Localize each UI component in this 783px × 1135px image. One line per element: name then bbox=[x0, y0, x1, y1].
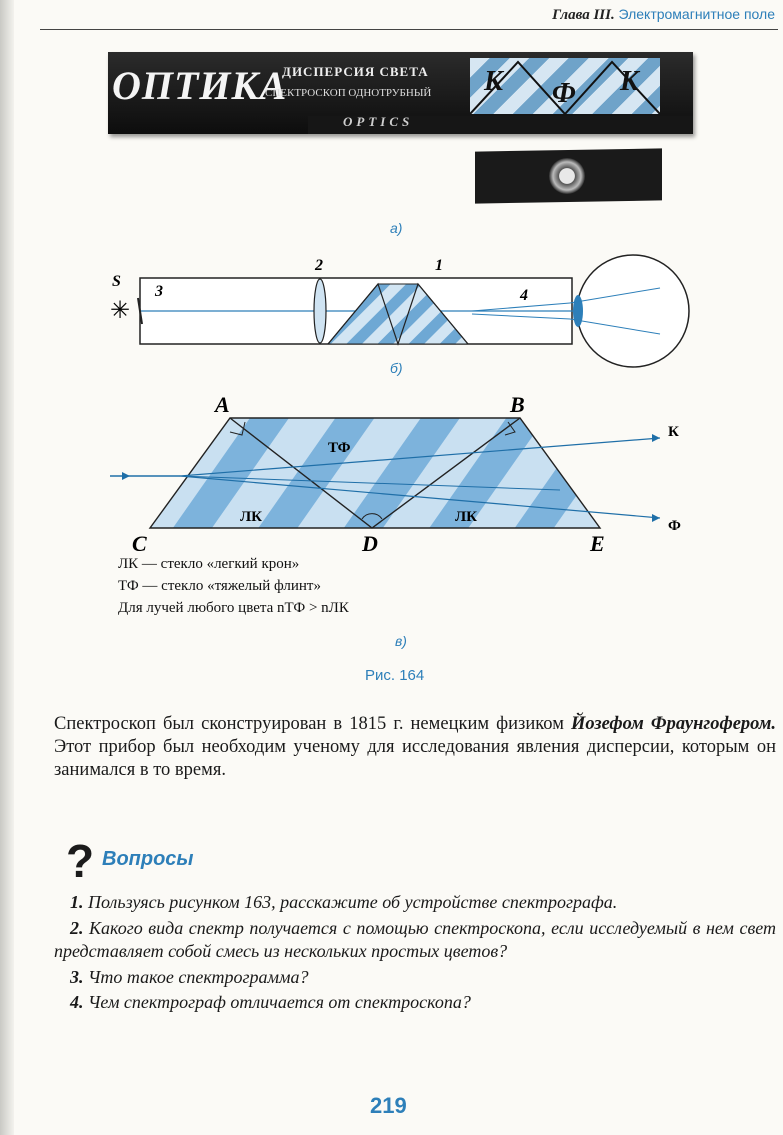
box-english-label: OPTICS bbox=[343, 114, 414, 129]
label-lk-left: ЛК bbox=[240, 509, 263, 525]
vertex-c: C bbox=[132, 531, 147, 556]
panel-letter-k2: К bbox=[620, 66, 639, 97]
question-item bbox=[54, 991, 776, 1015]
question-number: 2. bbox=[70, 917, 84, 938]
figure-part-a-label: а) bbox=[390, 220, 403, 236]
label-3: 3 bbox=[155, 283, 163, 300]
questions-list bbox=[54, 891, 776, 1017]
prism-cross-section bbox=[100, 388, 700, 563]
eye-diagram bbox=[577, 255, 689, 367]
question-text: Что такое спектрограмма? bbox=[88, 966, 309, 987]
question-item bbox=[54, 966, 776, 990]
label-lk-right: ЛК bbox=[455, 509, 478, 525]
question-text: Какого вида спектр получается с помощью спектроскопа, если исследуемый в нем свет представляет собой смесь из нескольких простых цветов? bbox=[54, 917, 777, 961]
vertex-b: B bbox=[510, 392, 525, 417]
lens-2 bbox=[314, 279, 326, 343]
box-subtitle-1: ДИСПЕРСИЯ СВЕТА bbox=[282, 64, 429, 79]
question-text: Пользуясь рисунком 163, расскажите об устройстве спектрографа. bbox=[88, 892, 618, 912]
label-out-f: Ф bbox=[668, 518, 681, 534]
panel-letter-f: Ф bbox=[552, 78, 576, 109]
question-number: 4. bbox=[70, 992, 84, 1012]
questions-title: Вопросы bbox=[102, 848, 194, 870]
label-tf: ТФ bbox=[328, 440, 351, 456]
question-mark-icon: ? bbox=[66, 835, 95, 887]
question-item bbox=[54, 891, 776, 915]
vertex-e: E bbox=[590, 531, 605, 556]
figure-part-v-label: в) bbox=[395, 633, 407, 649]
label-source-s: S bbox=[112, 273, 121, 290]
question-text: Чем спектрограф отличается от спектроскопа? bbox=[88, 992, 471, 1012]
box-subtitle-2: СПЕКТРОСКОП ОДНОТРУБНЫЙ bbox=[265, 87, 432, 99]
running-header bbox=[420, 6, 775, 24]
eyepiece-lens bbox=[549, 158, 585, 194]
question-item bbox=[54, 917, 776, 964]
label-4: 4 bbox=[520, 287, 528, 304]
legend-lk: ЛК — стекло «легкий крон» bbox=[118, 556, 300, 572]
chapter-label: Глава III. bbox=[552, 7, 615, 23]
label-2: 2 bbox=[315, 257, 323, 274]
question-number: 3. bbox=[70, 966, 84, 987]
legend-tf: ТФ — стекло «тяжелый флинт» bbox=[118, 578, 321, 594]
figure-caption: Рис. 164 bbox=[365, 667, 425, 684]
light-source-star-icon: ✳ bbox=[110, 298, 131, 324]
figure-part-b-label: б) bbox=[390, 360, 403, 376]
page-binding-shadow bbox=[0, 0, 14, 1135]
paragraph-part-2: Этот прибор был необходим ученому для исследования явления дисперсии, которым он занимался в то время. bbox=[54, 737, 776, 780]
label-out-k: К bbox=[668, 424, 679, 440]
header-rule bbox=[40, 29, 778, 30]
vertex-d: D bbox=[362, 531, 378, 556]
box-prism-panel bbox=[470, 58, 660, 114]
box-title: ОПТИКА bbox=[112, 63, 288, 108]
paragraph-part-1: Спектроскоп был сконструирован в 1815 г. немецким физиком bbox=[54, 714, 564, 734]
scientist-name: Йозефом Фраунгофером. bbox=[571, 714, 777, 734]
chapter-topic: Электромагнитное поле bbox=[618, 6, 775, 22]
spectroscope-schematic bbox=[100, 248, 700, 378]
legend-refraction: Для лучей любого цвета nТФ > nЛК bbox=[118, 600, 349, 616]
label-1: 1 bbox=[435, 257, 443, 274]
page-number: 219 bbox=[370, 1093, 407, 1118]
vertex-a: A bbox=[215, 392, 230, 417]
panel-letter-k1: К bbox=[484, 66, 503, 97]
question-number: 1. bbox=[70, 892, 84, 912]
body-paragraph bbox=[54, 713, 776, 782]
